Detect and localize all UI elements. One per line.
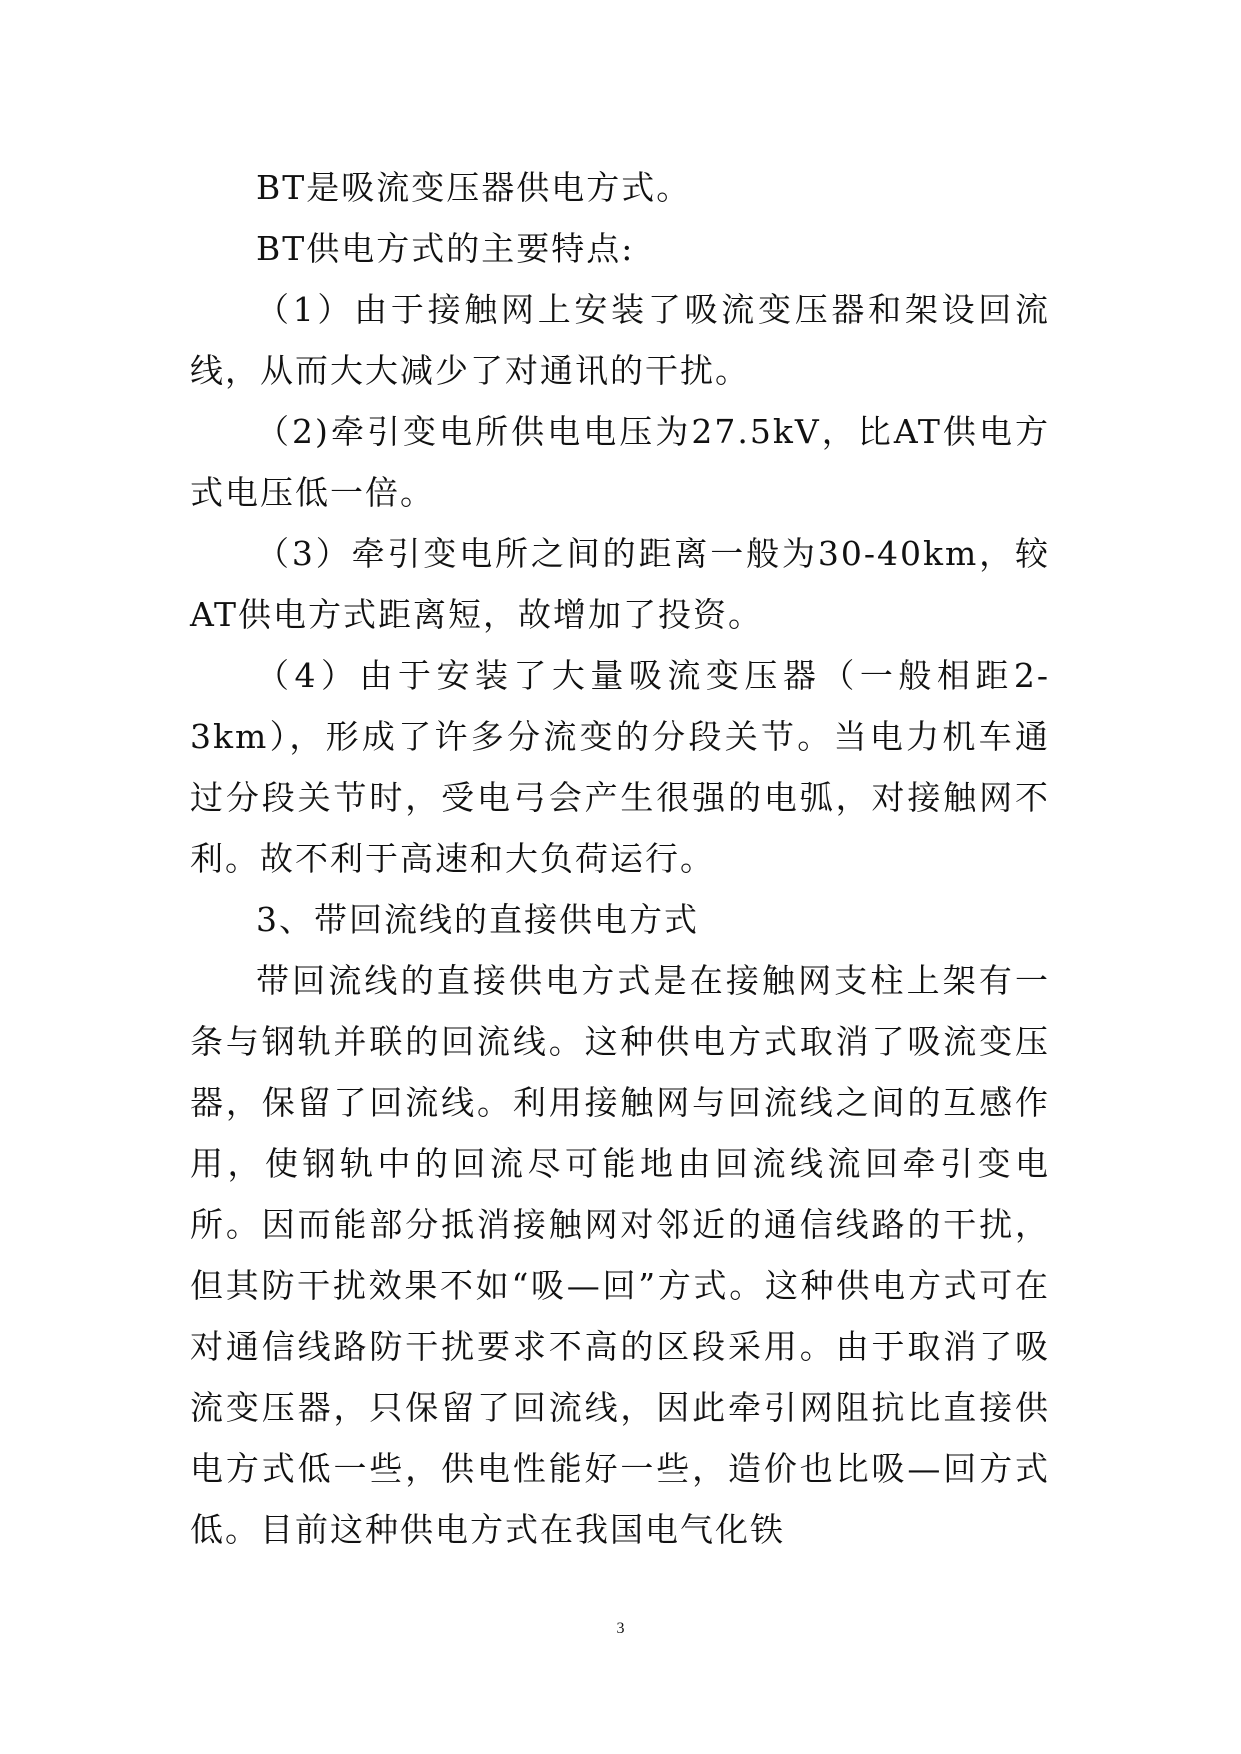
paragraph-feature-1: （1）由于接触网上安装了吸流变压器和架设回流线，从而大大减少了对通讯的干扰。: [190, 290, 1050, 390]
paragraph-bt-features-heading: BT供电方式的主要特点:: [256, 229, 635, 268]
paragraph-feature-4: （4）由于安装了大量吸流变压器（一般相距2-3km），形成了许多分流变的分段关节。当电力机车通过分段关节时，受电弓会产生很强的电弧，对接触网不利。故不利于高速和大负荷运行。: [190, 656, 1050, 878]
section-heading-return-line: 3、带回流线的直接供电方式: [256, 900, 699, 939]
paragraph-feature-2: （2)牵引变电所供电电压为27.5kV，比AT供电方式电压低一倍。: [190, 412, 1050, 512]
paragraph-bt-definition: BT是吸流变压器供电方式。: [256, 168, 692, 207]
paragraph-feature-3: （3）牵引变电所之间的距离一般为30-40km，较AT供电方式距离短，故增加了投资。: [190, 534, 1050, 634]
paragraph-return-line-description: 带回流线的直接供电方式是在接触网支柱上架有一条与钢轨并联的回流线。这种供电方式取消了吸流变压器，保留了回流线。利用接触网与回流线之间的互感作用，使钢轨中的回流尽可能地由回流线流回牵引变电所。因而能部分抵消接触网对邻近的通信线路的干扰，但其防干扰效果不如“吸—回”方式。这种供电方式可在对通信线路防干扰要求不高的区段采用。由于取消了吸流变压器，只保留了回流线，因此牵引网阻抗比直接供电方式低一些，供电性能好一些，造价也比吸—回方式低。目前这种供电方式在我国电气化铁: [190, 961, 1050, 1549]
page-number: 3: [616, 1620, 625, 1637]
body-text: [190, 157, 1050, 1560]
